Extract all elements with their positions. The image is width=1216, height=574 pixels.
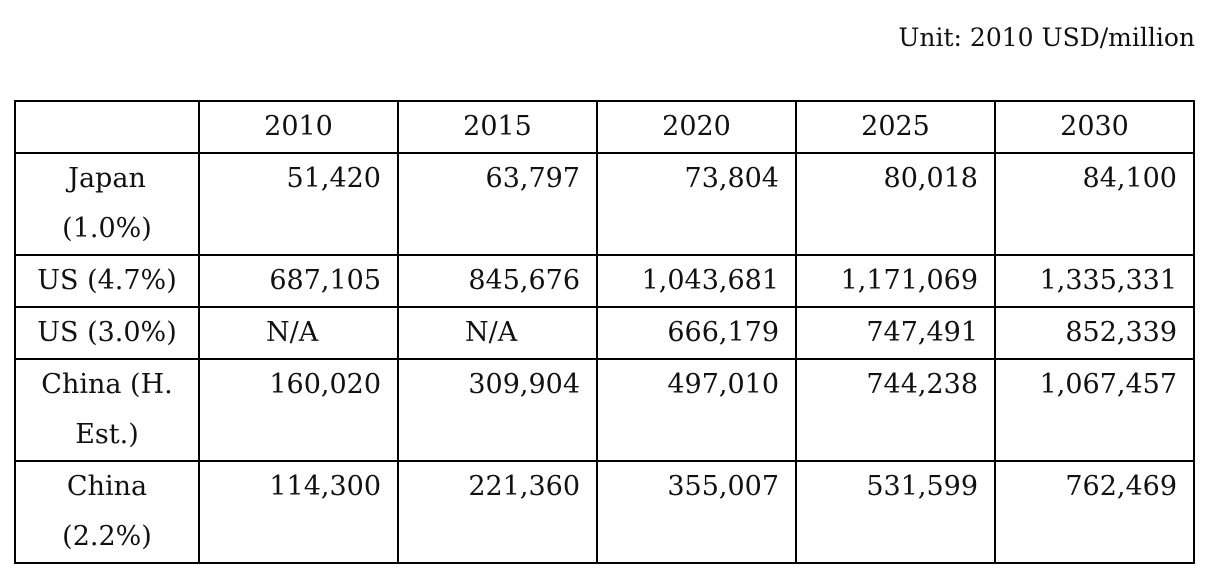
value-cell: 63,797 xyxy=(398,153,597,255)
row-label-line: China (H. xyxy=(41,369,173,400)
value-cell: 744,238 xyxy=(796,359,995,461)
table-row xyxy=(15,153,1194,255)
value-cell: 73,804 xyxy=(597,153,796,255)
row-label xyxy=(15,255,199,307)
value-cell: 80,018 xyxy=(796,153,995,255)
column-header: 2025 xyxy=(796,101,995,153)
row-label-line: China xyxy=(66,471,148,502)
row-label-line: US (4.7%) xyxy=(37,265,177,296)
row-label xyxy=(15,359,199,461)
value-cell: 497,010 xyxy=(597,359,796,461)
row-label-line: US (3.0%) xyxy=(37,317,177,348)
value-cell: 84,100 xyxy=(995,153,1194,255)
table-row xyxy=(15,307,1194,359)
row-label xyxy=(15,461,199,563)
row-label-line: (1.0%) xyxy=(62,213,152,244)
value-cell: 309,904 xyxy=(398,359,597,461)
value-cell: 1,067,457 xyxy=(995,359,1194,461)
table-row xyxy=(15,255,1194,307)
value-cell: 355,007 xyxy=(597,461,796,563)
value-cell: 747,491 xyxy=(796,307,995,359)
row-label xyxy=(15,307,199,359)
value-cell: 1,171,069 xyxy=(796,255,995,307)
column-header: 2010 xyxy=(199,101,398,153)
value-cell: N/A xyxy=(398,307,597,359)
value-cell: 160,020 xyxy=(199,359,398,461)
corner-cell xyxy=(15,101,199,153)
row-label-line: Est.) xyxy=(75,419,139,450)
value-cell: 221,360 xyxy=(398,461,597,563)
column-header: 2020 xyxy=(597,101,796,153)
header-row xyxy=(15,101,1194,153)
column-header: 2015 xyxy=(398,101,597,153)
value-cell: 51,420 xyxy=(199,153,398,255)
value-cell: 762,469 xyxy=(995,461,1194,563)
row-label-line: (2.2%) xyxy=(62,521,152,552)
value-cell: 687,105 xyxy=(199,255,398,307)
value-cell: 852,339 xyxy=(995,307,1194,359)
value-cell: N/A xyxy=(199,307,398,359)
table-row xyxy=(15,359,1194,461)
column-header: 2030 xyxy=(995,101,1194,153)
value-cell: 845,676 xyxy=(398,255,597,307)
row-label xyxy=(15,153,199,255)
data-table xyxy=(14,100,1195,564)
table-row xyxy=(15,461,1194,563)
unit-note: Unit: 2010 USD/million xyxy=(898,23,1195,52)
value-cell: 1,043,681 xyxy=(597,255,796,307)
value-cell: 114,300 xyxy=(199,461,398,563)
value-cell: 531,599 xyxy=(796,461,995,563)
row-label-line: Japan xyxy=(68,163,146,194)
value-cell: 666,179 xyxy=(597,307,796,359)
value-cell: 1,335,331 xyxy=(995,255,1194,307)
